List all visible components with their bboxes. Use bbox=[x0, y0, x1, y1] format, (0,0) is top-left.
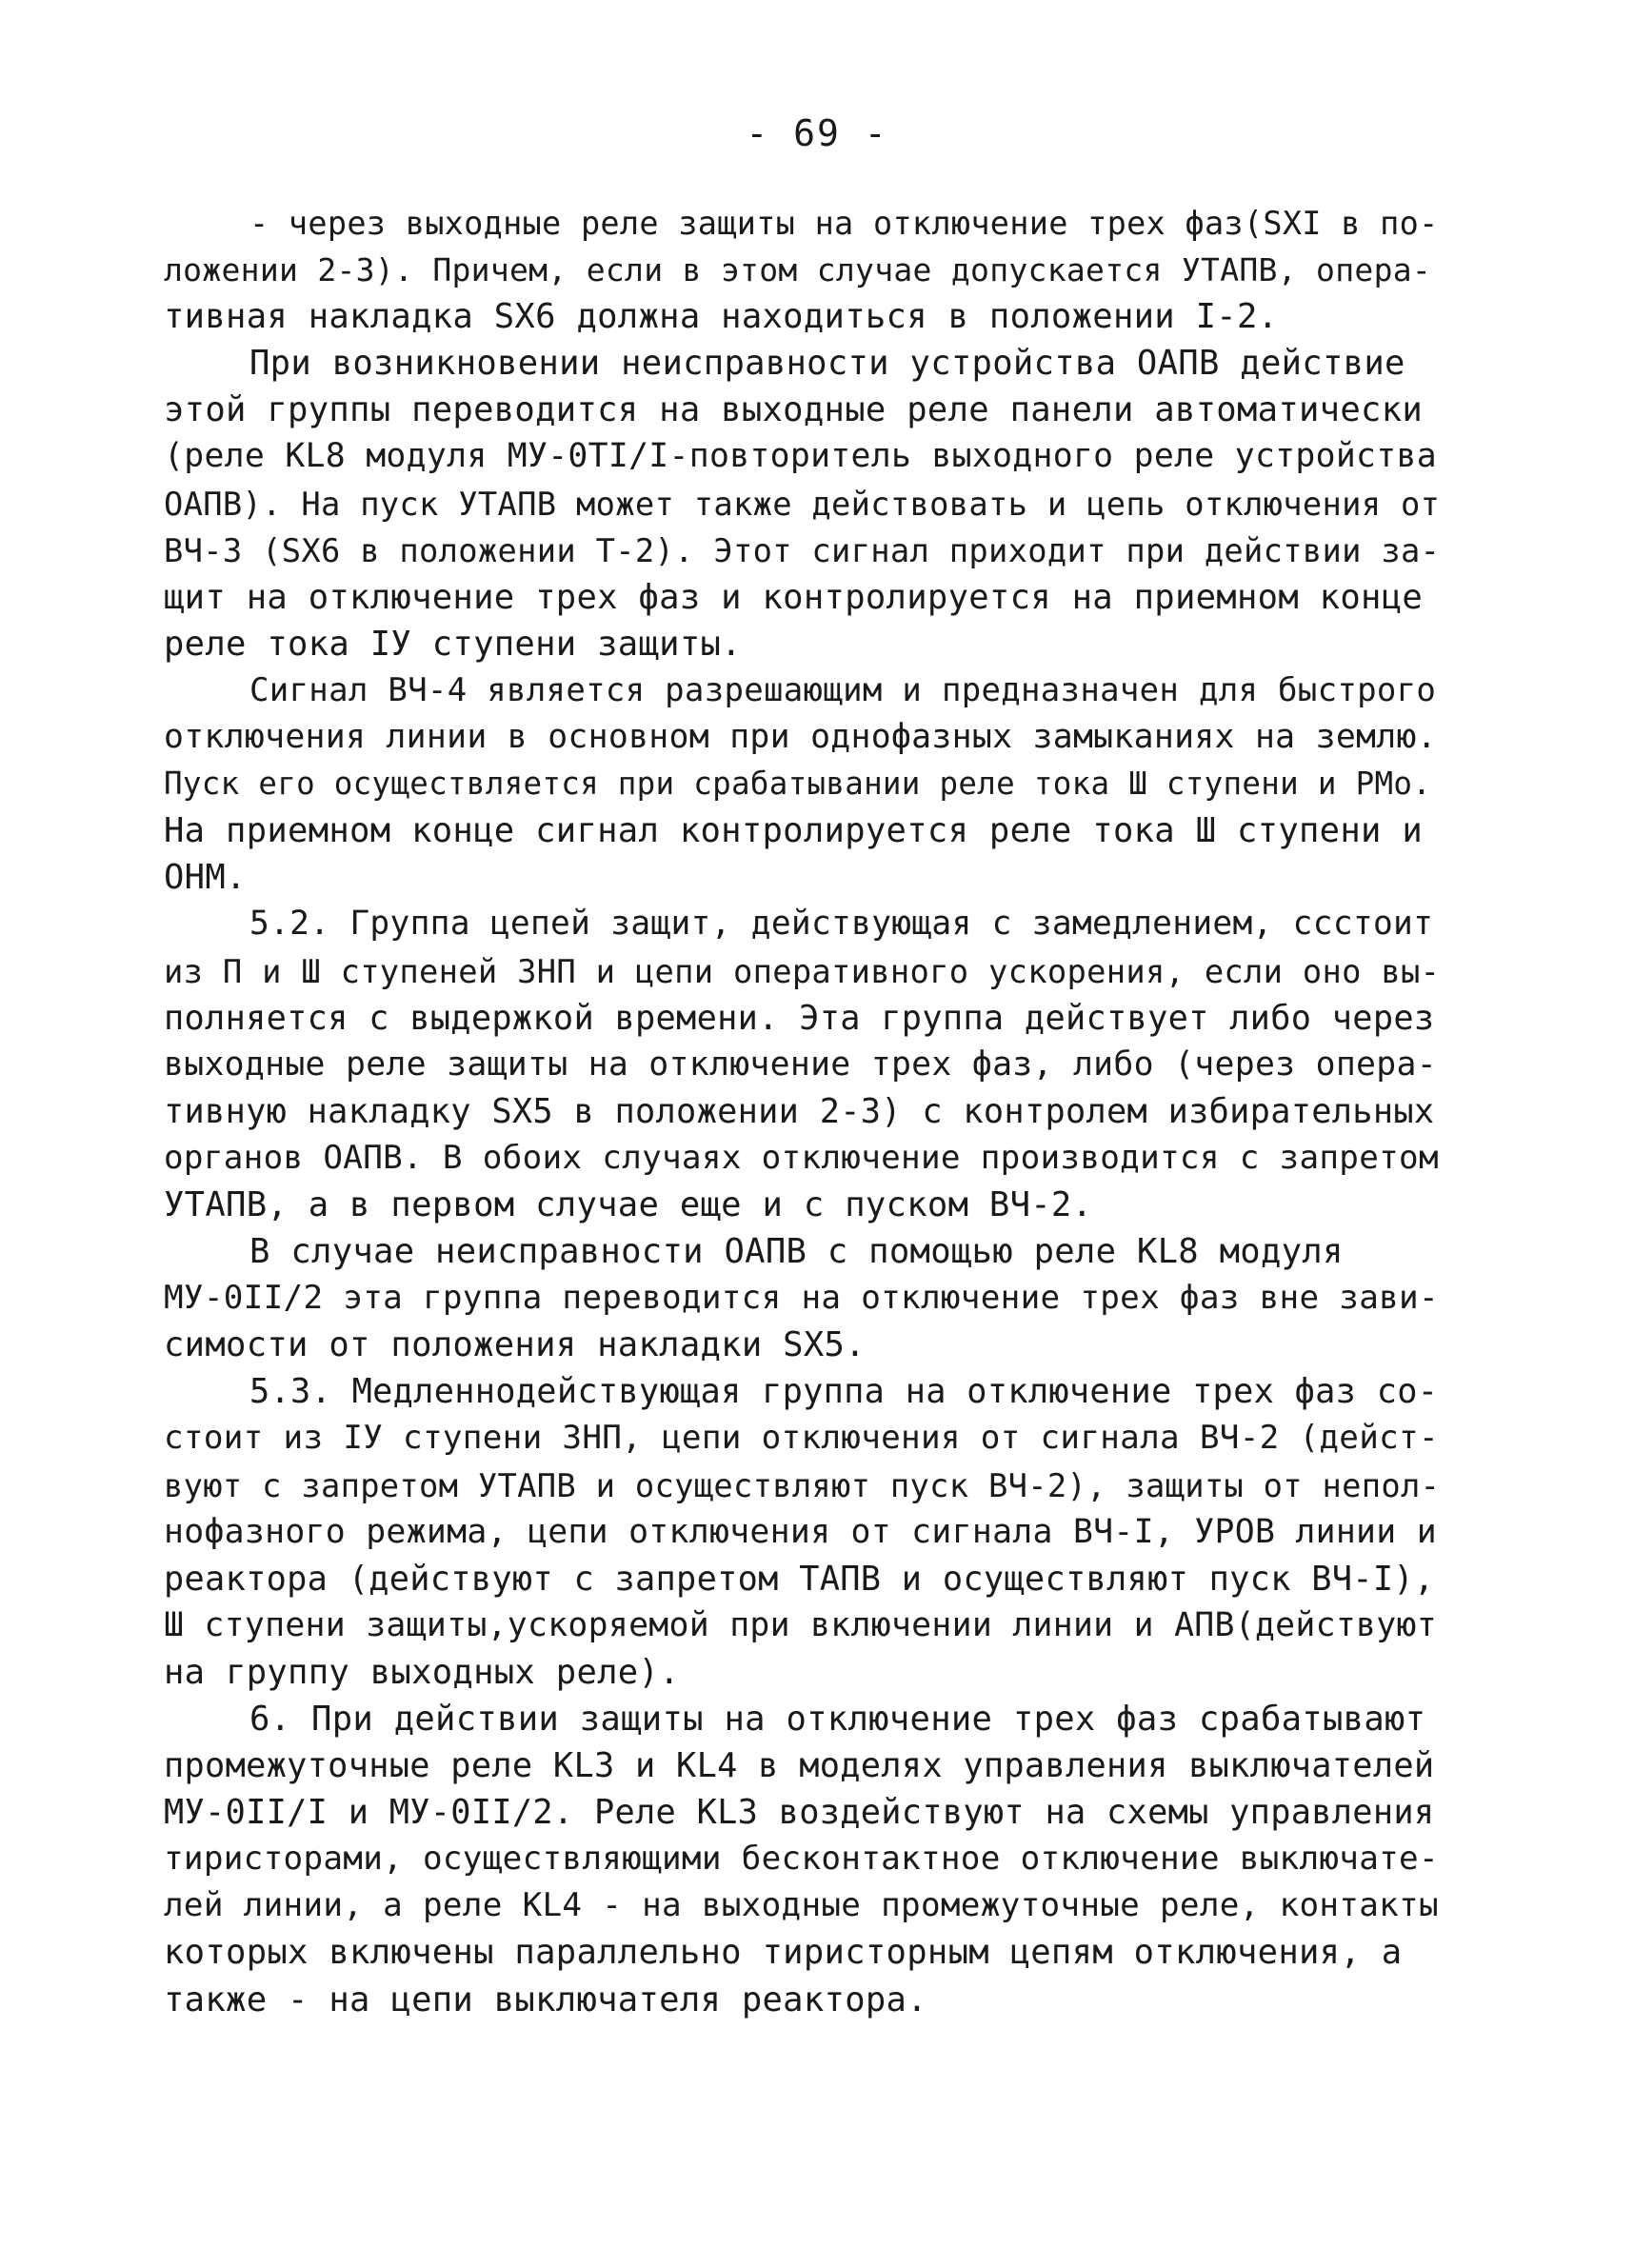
text-line: отключения линии в основном при однофазных замыканиях на землю. bbox=[164, 718, 1437, 757]
text-line: щит на отключение трех фаз и контролируется на приемном конце bbox=[164, 577, 1424, 617]
text-line: из П и Ш ступеней ЗНП и цепи оперативного ускорения, если оно вы- bbox=[164, 952, 1441, 990]
text-line: полняется с выдержкой времени. Эта группа действует либо через bbox=[164, 998, 1435, 1038]
text-line: промежуточные реле KL3 и KL4 в моделях управления выключателей bbox=[164, 1746, 1435, 1786]
page-number: - 69 - bbox=[746, 112, 888, 154]
text-line: тивная накладка SX6 должна находиться в положении I-2. bbox=[164, 297, 1279, 337]
text-line: 6. При действии защиты на отключение трех фаз срабатывают bbox=[249, 1700, 1426, 1739]
text-line: органов ОАПВ. В обоих случаях отключение производится с запретом bbox=[164, 1138, 1439, 1177]
text-line: лей линии, а реле KL4 - на выходные промежуточные реле, контакты bbox=[164, 1886, 1439, 1925]
text-line: 5.3. Медленнодействующая группа на отключение трех фаз со- bbox=[249, 1372, 1439, 1412]
body-text bbox=[164, 200, 1440, 2023]
text-line: При возникновении неисправности устройства ОАПВ действие bbox=[249, 344, 1405, 384]
text-line: ОНМ. bbox=[164, 858, 247, 898]
text-line: На приемном конце сигнал контролируется реле тока Ш ступени и bbox=[164, 811, 1424, 851]
text-line: этой группы переводится на выходные реле панели автоматически bbox=[164, 390, 1424, 430]
text-line: В случае неисправности ОАПВ с помощью реле KL8 модуля bbox=[249, 1232, 1344, 1272]
text-line: стоит из IУ ступени ЗНП, цепи отключения от сигнала ВЧ-2 (дейст- bbox=[164, 1419, 1439, 1458]
text-line: ложении 2-3). Причем, если в этом случае допускается УТАПВ, опера- bbox=[164, 251, 1432, 289]
text-line: на группу выходных реле). bbox=[164, 1652, 680, 1692]
text-line: МУ-0II/I и МУ-0II/2. Реле KL3 воздействуют на схемы управления bbox=[164, 1793, 1435, 1833]
text-line: МУ-0II/2 эта группа переводится на отключение трех фаз вне зави- bbox=[164, 1279, 1439, 1318]
text-line: УТАПВ, а в первом случае еще и с пуском ВЧ-2. bbox=[164, 1184, 1093, 1224]
text-line: нофазного режима, цепи отключения от сигнала ВЧ-I, УРОВ линии и bbox=[164, 1512, 1437, 1551]
text-line: 5.2. Группа цепей защит, действующая с замедлением, ссстоит bbox=[249, 905, 1434, 944]
text-line: вуют с запретом УТАПВ и осуществляют пуск ВЧ-2), защиты от непол- bbox=[164, 1466, 1441, 1504]
text-line: тивную накладку SX5 в положении 2-3) с контролем избирательных bbox=[164, 1091, 1435, 1131]
text-line: ВЧ-3 (SX6 в положении Т-2). Этот сигнал приходит при действии за- bbox=[164, 531, 1441, 569]
text-line: тиристорами, осуществляющими бесконтактное отключение выключате- bbox=[164, 1840, 1439, 1879]
text-line: (реле KL8 модуля МУ-0ТI/I-повторитель выходного реле устройства bbox=[164, 437, 1437, 476]
text-line: симости от положения накладки SX5. bbox=[164, 1325, 866, 1365]
text-line: реактора (действуют с запретом ТАПВ и осуществляют пуск ВЧ-I), bbox=[164, 1559, 1435, 1599]
text-line: ОАПВ). На пуск УТАПВ может также действовать и цепь отключения от bbox=[164, 485, 1441, 523]
text-line: выходные реле защиты на отключение трех фаз, либо (через опера- bbox=[164, 1044, 1437, 1084]
text-line: Сигнал ВЧ-4 является разрешающим и предназначен для быстрого bbox=[249, 670, 1437, 709]
text-line: Пуск его осуществляется при срабатывании реле тока Ш ступени и РМо. bbox=[164, 766, 1432, 803]
text-line: реле тока IУ ступени защиты. bbox=[164, 624, 742, 664]
text-line: также - на цепи выключателя реактора. bbox=[164, 1980, 927, 2019]
text-line: которых включены параллельно тиристорным цепям отключения, а bbox=[164, 1933, 1403, 1973]
text-line: Ш ступени защиты,ускоряемой при включении линии и АПВ(действуют bbox=[164, 1605, 1437, 1644]
text-line: - через выходные реле защиты на отключение трех фаз(SXI в по- bbox=[249, 205, 1439, 242]
